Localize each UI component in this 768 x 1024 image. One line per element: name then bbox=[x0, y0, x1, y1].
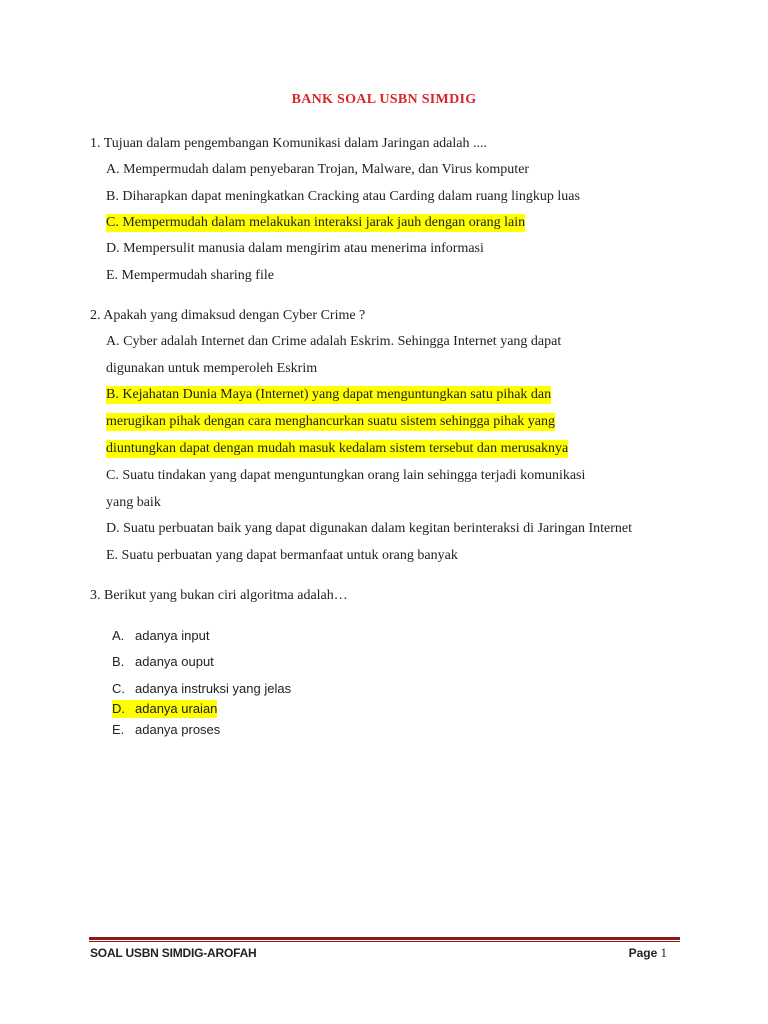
q1-option-c-answer: C. Mempermudah dalam melakukan interaksi jarak jauh dengan orang lain bbox=[106, 215, 526, 230]
q2-option-c-line1: C. Suatu tindakan yang dapat menguntungkan orang lain sehingga terjadi komunikasi bbox=[106, 468, 586, 483]
footer-rule-thin bbox=[89, 941, 680, 942]
q3-option-e-text: adanya proses bbox=[135, 722, 221, 737]
q2-option-a-line1: A. Cyber adalah Internet dan Crime adalah Eskrim. Sehingga Internet yang dapat bbox=[106, 334, 562, 349]
q3-option-d-letter: D. bbox=[112, 701, 125, 716]
q1-option-e: E. Mempermudah sharing file bbox=[106, 268, 274, 283]
q2-option-a-line2: digunakan untuk memperoleh Eskrim bbox=[106, 361, 318, 376]
page-number bbox=[629, 945, 667, 961]
q3-option-b bbox=[112, 653, 214, 671]
q1-option-b: B. Diharapkan dapat meningkatkan Cracking atau Carding dalam ruang lingkup luas bbox=[106, 189, 580, 204]
q2-option-e: E. Suatu perbuatan yang dapat bermanfaat untuk orang banyak bbox=[106, 548, 458, 563]
q2-option-c-line2: yang baik bbox=[106, 495, 161, 510]
page-label: Page bbox=[628, 946, 658, 960]
q3-option-d-answer bbox=[112, 700, 217, 718]
q3-option-b-letter: B. bbox=[112, 654, 125, 669]
footer-label: SOAL USBN SIMDIG-AROFAH bbox=[90, 946, 257, 960]
q3-option-e-letter: E. bbox=[112, 722, 125, 737]
footer-rule-thick bbox=[89, 937, 680, 940]
q3-option-d-text: adanya uraian bbox=[135, 701, 218, 716]
q3-option-a bbox=[112, 627, 209, 645]
q3-option-c-text: adanya instruksi yang jelas bbox=[135, 681, 292, 696]
question-2: 2. Apakah yang dimaksud dengan Cyber Crime ? bbox=[90, 308, 366, 323]
q2-option-b-answer-line2: merugikan pihak dengan cara menghancurkan suatu sistem sehingga pihak yang bbox=[106, 414, 556, 429]
q2-option-b-answer-line3: diuntungkan dapat dengan mudah masuk kedalam sistem tersebut dan merusaknya bbox=[106, 441, 569, 456]
q3-option-c-letter: C. bbox=[112, 681, 125, 696]
q3-option-a-letter: A. bbox=[112, 628, 125, 643]
q3-option-b-text: adanya ouput bbox=[135, 654, 214, 669]
q3-option-c bbox=[112, 680, 291, 698]
q1-option-d: D. Mempersulit manusia dalam mengirim atau menerima informasi bbox=[106, 241, 484, 256]
q2-option-d: D. Suatu perbuatan baik yang dapat digunakan dalam kegitan berinteraksi di Jaringan Internet bbox=[106, 521, 632, 536]
q2-option-b-answer-line1: B. Kejahatan Dunia Maya (Internet) yang dapat menguntungkan satu pihak dan bbox=[106, 387, 552, 402]
question-3: 3. Berikut yang bukan ciri algoritma adalah… bbox=[90, 588, 348, 603]
page-number-value: 1 bbox=[660, 945, 667, 960]
q3-option-a-text: adanya input bbox=[135, 628, 210, 643]
q1-option-a: A. Mempermudah dalam penyebaran Trojan, Malware, dan Virus komputer bbox=[106, 162, 530, 177]
q3-option-e bbox=[112, 721, 220, 739]
document-title: BANK SOAL USBN SIMDIG bbox=[291, 92, 477, 107]
question-1: 1. Tujuan dalam pengembangan Komunikasi dalam Jaringan adalah .... bbox=[90, 136, 487, 151]
